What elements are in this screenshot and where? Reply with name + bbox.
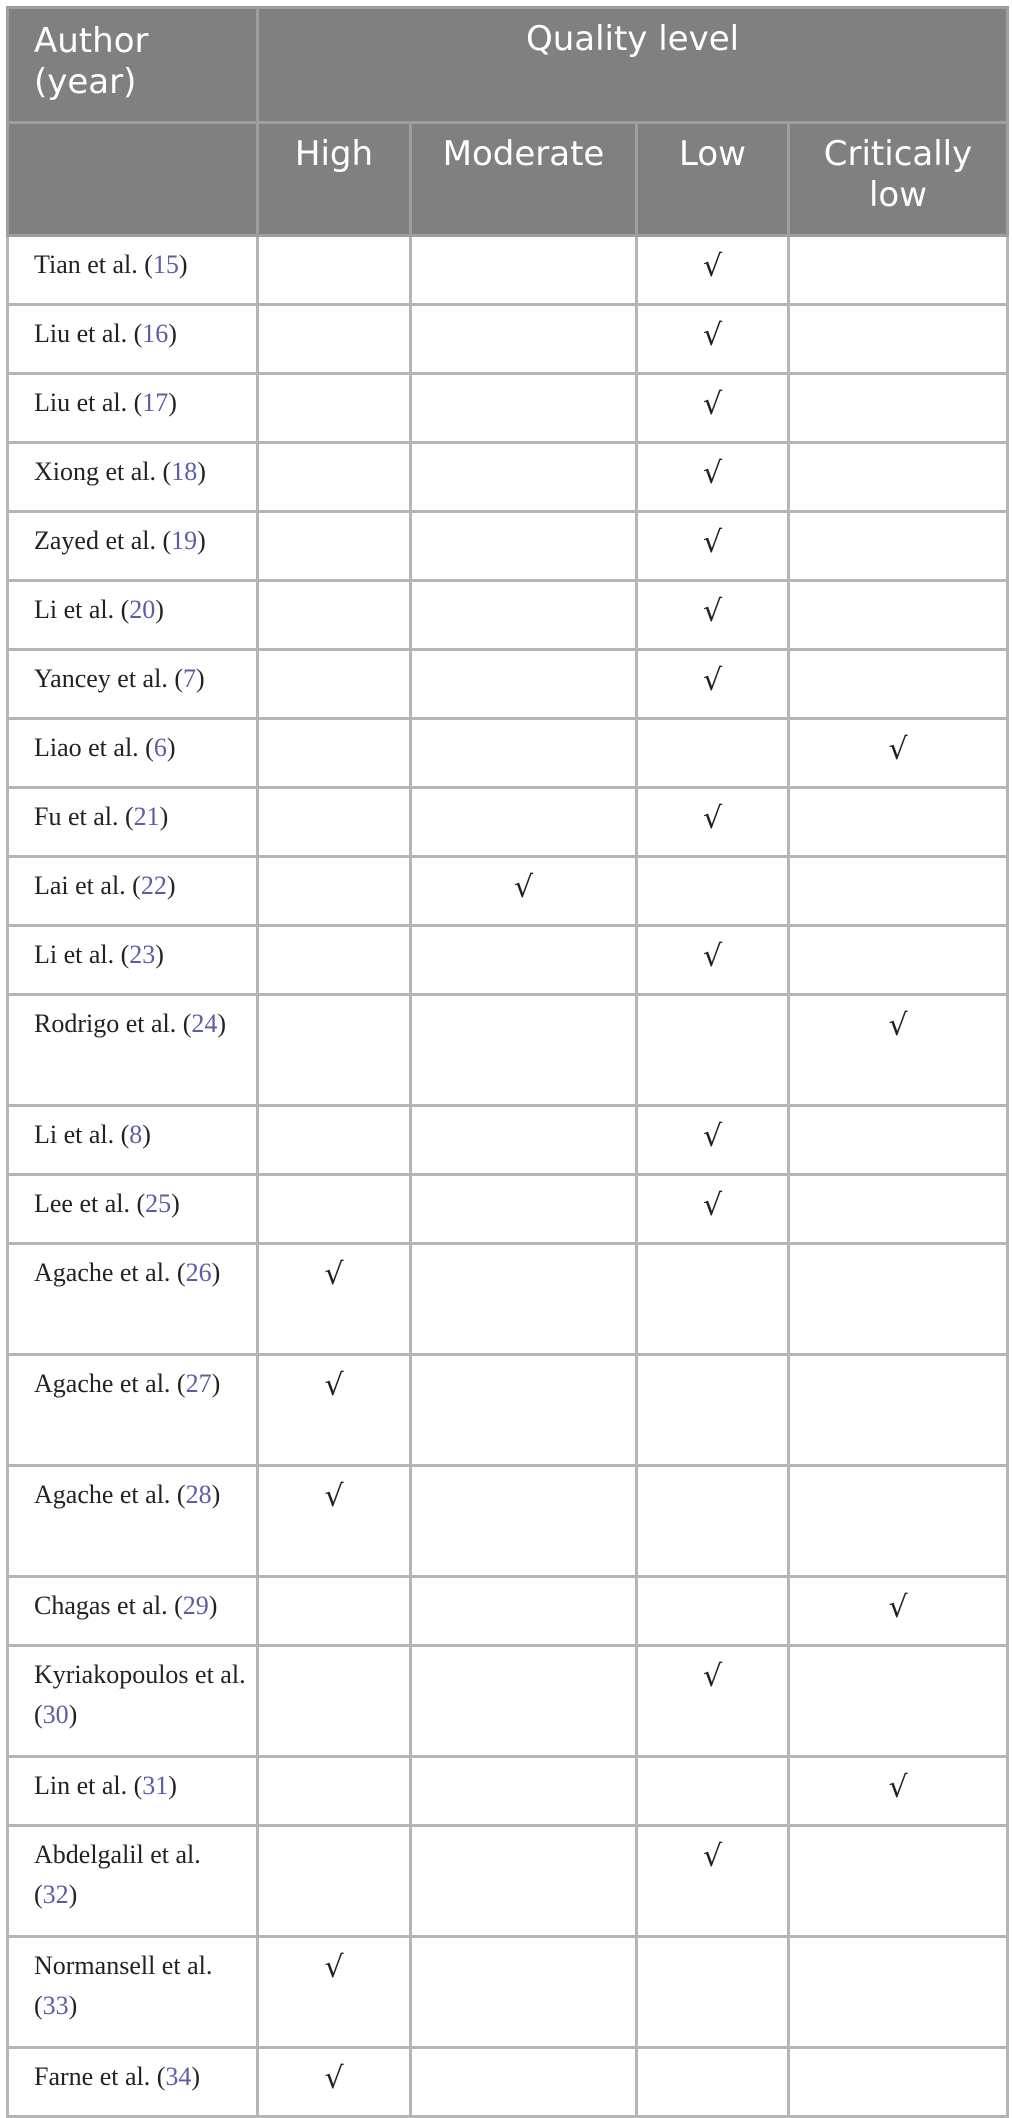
level-cell-critically-low [789, 1106, 1008, 1175]
author-name: Abdelgalil et al. ( [34, 1840, 201, 1909]
level-cell-moderate [411, 1826, 637, 1937]
reference-close: ) [217, 1009, 227, 1038]
table-row [8, 1466, 1008, 1577]
level-cell-critically-low [789, 1937, 1008, 2048]
table-row [8, 1577, 1008, 1646]
author-cell [8, 1355, 258, 1466]
author-cell [8, 1106, 258, 1175]
reference-close: ) [166, 733, 176, 762]
reference-number: 24 [191, 1009, 218, 1038]
checkmark-icon: √ [702, 1839, 723, 1874]
table-row [8, 719, 1008, 788]
level-cell-low [637, 1355, 789, 1466]
level-cell-low [637, 1757, 789, 1826]
author-cell [8, 995, 258, 1106]
empty-header-cell [8, 123, 258, 236]
table-row [8, 1826, 1008, 1937]
checkmark-icon: √ [888, 1008, 908, 1043]
checkmark-icon: √ [702, 525, 723, 560]
table-row [8, 1646, 1008, 1757]
reference-number: 19 [171, 526, 198, 555]
author-name: Xiong et al. ( [34, 457, 172, 486]
author-name: Lin et al. ( [34, 1771, 143, 1800]
checkmark-icon: √ [702, 1188, 723, 1223]
reference-close: ) [197, 457, 206, 486]
level-cell-moderate [411, 1355, 637, 1466]
checkmark-icon: √ [324, 1479, 344, 1514]
level-cell-high [258, 443, 411, 512]
author-name: Li et al. ( [34, 1120, 130, 1149]
level-cell-moderate [411, 1244, 637, 1355]
author-cell [8, 1757, 258, 1826]
level-cell-moderate [411, 719, 637, 788]
level-cell-low [637, 1646, 789, 1757]
reference-number: 6 [153, 733, 167, 762]
reference-close: ) [166, 871, 176, 900]
level-cell-high [258, 1106, 411, 1175]
level-cell-moderate [411, 374, 637, 443]
level-cell-high [258, 512, 411, 581]
level-cell-critically-low [789, 1826, 1008, 1937]
level-cell-moderate [411, 857, 637, 926]
level-cell-high [258, 1577, 411, 1646]
checkmark-icon: √ [324, 1368, 344, 1403]
level-cell-low [637, 650, 789, 719]
table-row [8, 857, 1008, 926]
author-cell [8, 1937, 258, 2048]
author-name: Agache et al. ( [34, 1258, 186, 1287]
level-cell-low [637, 512, 789, 581]
table-row [8, 2048, 1008, 2117]
table-row [8, 926, 1008, 995]
reference-close: ) [155, 940, 164, 969]
level-cell-high [258, 1937, 411, 2048]
author-cell [8, 374, 258, 443]
table-body [8, 236, 1008, 2117]
author-name: Li et al. ( [34, 595, 130, 624]
level-cell-critically-low [789, 857, 1008, 926]
level-cell-moderate [411, 2048, 637, 2117]
author-name: Agache et al. ( [34, 1480, 186, 1509]
author-name: Liu et al. ( [34, 319, 143, 348]
reference-number: 33 [42, 1991, 69, 2020]
author-name: Chagas et al. ( [34, 1591, 183, 1620]
level-cell-high [258, 1826, 411, 1937]
table-row [8, 1757, 1008, 1826]
quality-level-header: Quality level [258, 8, 1008, 123]
checkmark-icon: √ [324, 1257, 344, 1292]
table-row [8, 374, 1008, 443]
level-cell-low [637, 2048, 789, 2117]
reference-close: ) [68, 1880, 78, 1909]
level-cell-critically-low [789, 1577, 1008, 1646]
reference-number: 21 [133, 802, 160, 831]
level-cell-moderate [411, 1175, 637, 1244]
table-row [8, 1175, 1008, 1244]
checkmark-icon: √ [513, 870, 534, 905]
author-name: Zayed et al. ( [34, 526, 172, 555]
reference-number: 30 [42, 1700, 69, 1729]
level-cell-high [258, 719, 411, 788]
level-cell-low [637, 857, 789, 926]
level-header-critically-low: Critically low [789, 123, 1008, 236]
checkmark-icon: √ [324, 2061, 344, 2096]
level-cell-low [637, 1466, 789, 1577]
checkmark-icon: √ [702, 387, 723, 422]
reference-number: 31 [142, 1771, 169, 1800]
checkmark-icon: √ [702, 318, 723, 353]
level-cell-moderate [411, 581, 637, 650]
level-cell-low [637, 1826, 789, 1937]
level-cell-critically-low [789, 719, 1008, 788]
reference-number: 32 [42, 1880, 69, 1909]
author-cell [8, 1466, 258, 1577]
author-cell [8, 788, 258, 857]
author-name: Lai et al. ( [34, 871, 141, 900]
reference-close: ) [168, 1771, 177, 1800]
level-cell-low [637, 1106, 789, 1175]
reference-close: ) [171, 1189, 180, 1218]
level-cell-high [258, 581, 411, 650]
level-cell-moderate [411, 788, 637, 857]
author-year-header: Author (year) [8, 8, 258, 123]
level-cell-critically-low [789, 374, 1008, 443]
reference-number: 26 [185, 1258, 212, 1287]
author-cell [8, 926, 258, 995]
checkmark-icon: √ [888, 1590, 908, 1625]
level-cell-high [258, 926, 411, 995]
level-cell-critically-low [789, 1466, 1008, 1577]
author-cell [8, 1826, 258, 1937]
level-cell-moderate [411, 650, 637, 719]
level-cell-critically-low [789, 1757, 1008, 1826]
checkmark-icon: √ [702, 594, 723, 629]
table-row [8, 1937, 1008, 2048]
author-cell [8, 512, 258, 581]
quality-table [6, 6, 1009, 2118]
reference-close: ) [159, 802, 169, 831]
reference-close: ) [68, 1700, 78, 1729]
author-cell [8, 305, 258, 374]
checkmark-icon: √ [702, 1119, 723, 1154]
level-cell-high [258, 1466, 411, 1577]
author-name: Kyriakopoulos et al. ( [34, 1660, 246, 1729]
level-cell-critically-low [789, 1646, 1008, 1757]
level-cell-moderate [411, 236, 637, 305]
level-cell-moderate [411, 1466, 637, 1577]
reference-close: ) [191, 2062, 201, 2091]
reference-close: ) [155, 595, 164, 624]
level-cell-low [637, 581, 789, 650]
checkmark-icon: √ [702, 456, 723, 491]
reference-number: 27 [185, 1369, 212, 1398]
reference-close: ) [211, 1480, 221, 1509]
level-cell-low [637, 788, 789, 857]
author-name: Rodrigo et al. ( [34, 1009, 192, 1038]
reference-number: 8 [129, 1120, 143, 1149]
level-cell-critically-low [789, 1244, 1008, 1355]
level-cell-high [258, 2048, 411, 2117]
reference-close: ) [142, 1120, 151, 1149]
table-row [8, 581, 1008, 650]
table-row [8, 650, 1008, 719]
table-row [8, 1106, 1008, 1175]
level-cell-low [637, 719, 789, 788]
level-cell-critically-low [789, 788, 1008, 857]
table-row [8, 788, 1008, 857]
reference-close: ) [208, 1591, 218, 1620]
level-cell-low [637, 443, 789, 512]
reference-number: 34 [165, 2062, 192, 2091]
level-cell-moderate [411, 305, 637, 374]
checkmark-icon: √ [324, 1950, 344, 1985]
author-cell [8, 719, 258, 788]
level-cell-high [258, 374, 411, 443]
author-name: Liu et al. ( [34, 388, 143, 417]
level-cell-moderate [411, 1646, 637, 1757]
reference-number: 20 [129, 595, 156, 624]
level-cell-critically-low [789, 1175, 1008, 1244]
level-cell-high [258, 1355, 411, 1466]
level-cell-low [637, 236, 789, 305]
level-cell-low [637, 374, 789, 443]
table-row [8, 512, 1008, 581]
level-cell-critically-low [789, 443, 1008, 512]
level-cell-moderate [411, 995, 637, 1106]
author-cell [8, 236, 258, 305]
reference-number: 22 [140, 871, 167, 900]
level-cell-moderate [411, 1937, 637, 2048]
level-cell-low [637, 1244, 789, 1355]
level-cell-high [258, 995, 411, 1106]
level-cell-moderate [411, 1106, 637, 1175]
level-cell-low [637, 1175, 789, 1244]
author-cell [8, 650, 258, 719]
checkmark-icon: √ [702, 801, 723, 836]
author-name: Lee et al. ( [34, 1189, 146, 1218]
checkmark-icon: √ [702, 249, 723, 284]
author-cell [8, 1244, 258, 1355]
reference-close: ) [68, 1991, 78, 2020]
level-cell-critically-low [789, 512, 1008, 581]
level-cell-high [258, 236, 411, 305]
author-cell [8, 857, 258, 926]
reference-close: ) [211, 1258, 221, 1287]
reference-close: ) [168, 319, 177, 348]
reference-number: 25 [145, 1189, 172, 1218]
reference-number: 18 [171, 457, 198, 486]
level-cell-high [258, 857, 411, 926]
reference-number: 23 [129, 940, 156, 969]
level-header-moderate: Moderate [411, 123, 637, 236]
checkmark-icon: √ [888, 1770, 908, 1805]
level-cell-high [258, 1757, 411, 1826]
author-name: Fu et al. ( [34, 802, 134, 831]
reference-number: 17 [142, 388, 169, 417]
level-cell-critically-low [789, 581, 1008, 650]
table-row [8, 1244, 1008, 1355]
table-row [8, 1355, 1008, 1466]
level-cell-low [637, 1937, 789, 2048]
level-cell-low [637, 926, 789, 995]
level-cell-critically-low [789, 1355, 1008, 1466]
level-cell-moderate [411, 1757, 637, 1826]
author-cell [8, 443, 258, 512]
reference-number: 15 [152, 250, 179, 279]
reference-number: 16 [142, 319, 169, 348]
author-cell [8, 2048, 258, 2117]
author-name: Farne et al. ( [34, 2062, 166, 2091]
level-header-low: Low [637, 123, 789, 236]
level-cell-moderate [411, 512, 637, 581]
level-cell-critically-low [789, 236, 1008, 305]
level-cell-high [258, 1244, 411, 1355]
author-name: Li et al. ( [34, 940, 130, 969]
author-name: Normansell et al. ( [34, 1951, 213, 2020]
author-name: Liao et al. ( [34, 733, 154, 762]
reference-close: ) [211, 1369, 221, 1398]
reference-number: 28 [185, 1480, 212, 1509]
author-name: Yancey et al. ( [34, 664, 183, 693]
reference-close: ) [168, 388, 177, 417]
author-cell [8, 1646, 258, 1757]
level-cell-low [637, 305, 789, 374]
reference-close: ) [178, 250, 188, 279]
level-cell-high [258, 788, 411, 857]
level-cell-moderate [411, 443, 637, 512]
author-cell [8, 1577, 258, 1646]
level-cell-high [258, 650, 411, 719]
checkmark-icon: √ [702, 939, 723, 974]
checkmark-icon: √ [888, 732, 908, 767]
level-cell-critically-low [789, 926, 1008, 995]
table-row [8, 443, 1008, 512]
level-header-high: High [258, 123, 411, 236]
level-cell-critically-low [789, 2048, 1008, 2117]
level-cell-high [258, 305, 411, 374]
table-row [8, 305, 1008, 374]
level-cell-moderate [411, 926, 637, 995]
reference-number: 7 [182, 664, 196, 693]
reference-close: ) [195, 664, 205, 693]
checkmark-icon: √ [702, 663, 723, 698]
reference-close: ) [197, 526, 206, 555]
checkmark-icon: √ [702, 1659, 723, 1694]
author-name: Agache et al. ( [34, 1369, 186, 1398]
level-cell-moderate [411, 1577, 637, 1646]
author-cell [8, 1175, 258, 1244]
table-row [8, 995, 1008, 1106]
level-cell-critically-low [789, 305, 1008, 374]
level-cell-critically-low [789, 995, 1008, 1106]
author-cell [8, 581, 258, 650]
level-cell-critically-low [789, 650, 1008, 719]
level-cell-low [637, 995, 789, 1106]
table-row [8, 236, 1008, 305]
level-cell-high [258, 1175, 411, 1244]
author-name: Tian et al. ( [34, 250, 153, 279]
level-cell-high [258, 1646, 411, 1757]
reference-number: 29 [182, 1591, 209, 1620]
level-cell-low [637, 1577, 789, 1646]
